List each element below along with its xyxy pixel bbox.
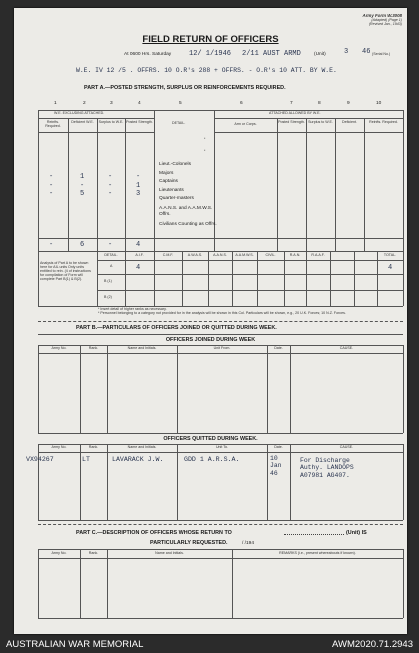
- serial-label: (Serial No.): [372, 52, 391, 56]
- rule: [214, 110, 215, 251]
- rule: [38, 524, 403, 525]
- rule: [177, 345, 178, 433]
- column-numbers: [14, 101, 407, 109]
- rank-list: [159, 161, 213, 204]
- col-head-surplus-att: Surplus to W.E.: [308, 120, 333, 124]
- page-number: 3: [344, 48, 349, 56]
- col-head-deficient: Deficient W.E.: [71, 120, 94, 124]
- table-head: CAUSE.: [339, 346, 354, 350]
- rule: [177, 444, 178, 520]
- table-head: Rank.: [88, 445, 99, 449]
- col-head-posted-att: Posted Strength.: [278, 120, 305, 124]
- rule: [182, 251, 183, 306]
- rule: [38, 345, 39, 433]
- total-surplus: -: [108, 241, 113, 249]
- cause-line: Authy. LANDOPS: [300, 464, 354, 472]
- rule: [80, 549, 81, 618]
- part-c-tail: (Unit) IS: [346, 530, 367, 536]
- total-deficient: 6: [80, 241, 85, 249]
- column-number: 1: [54, 101, 57, 106]
- rule: [364, 118, 365, 251]
- document-page: [14, 8, 407, 634]
- rule: [107, 345, 108, 433]
- rank-label: Lieut.-Colonels: [159, 162, 191, 167]
- rule: [38, 238, 403, 239]
- table-head: Army No.: [51, 551, 67, 555]
- row-label: B (2): [104, 295, 112, 299]
- table-head: Rank.: [88, 346, 99, 350]
- quit-date: [270, 455, 282, 477]
- col-head-posted: Posted Strength.: [126, 120, 153, 124]
- col-head-surplus: Surplus to W.E.: [98, 120, 124, 124]
- cell-value: 1: [136, 181, 141, 190]
- cell-value: -: [49, 190, 54, 199]
- rank-label: Majors: [159, 170, 174, 176]
- form-ref-line: (Adapted) (Page 1): [371, 17, 402, 22]
- rule: [232, 251, 233, 306]
- rule: [232, 549, 233, 618]
- total-reinfts: -: [49, 241, 54, 249]
- rule: [403, 549, 404, 618]
- analysis-head: R.A.N.: [289, 253, 301, 257]
- rank-label: Quarter-masters: [159, 196, 194, 202]
- date-part: 46: [270, 469, 278, 477]
- column-number: 8: [318, 101, 321, 106]
- rule: [377, 251, 378, 306]
- unit-label: (Unit): [314, 52, 326, 57]
- rule: [306, 118, 307, 251]
- footer-accession: AWM2020.71.2943: [332, 639, 413, 650]
- form-title: FIELD RETURN OF OFFICERS: [142, 34, 279, 45]
- form-ref-line: (Revised Jan., 1943): [368, 21, 402, 26]
- unit-name: 2/11 AUST ARMD: [242, 50, 301, 58]
- rule: [38, 132, 154, 133]
- table-head: Army No.: [51, 445, 67, 449]
- table-head: Date.: [274, 346, 283, 350]
- rule: [38, 618, 403, 619]
- analysis-head: R.A.A.F.: [311, 253, 325, 257]
- cause-line: A07981 AG407.: [300, 471, 350, 479]
- unit-blank: [284, 534, 344, 535]
- rule: [267, 444, 268, 520]
- column-number: 7: [290, 101, 293, 106]
- detail-heading: DETAIL.: [172, 121, 186, 125]
- surplus-values: [108, 173, 112, 199]
- rule: [38, 251, 403, 252]
- rule: [277, 118, 278, 251]
- rule: [80, 345, 81, 433]
- rule: [208, 251, 209, 306]
- table-head: REMARKS (i.e., present whereabouts if known).: [279, 551, 356, 555]
- table-head: Name and Initials.: [127, 445, 157, 449]
- cell-value: -: [136, 173, 141, 181]
- rule: [107, 444, 108, 520]
- rule: [38, 452, 403, 453]
- cell-value: 3: [136, 190, 141, 199]
- rule: [38, 306, 403, 307]
- rule: [38, 353, 403, 354]
- rule: [97, 274, 403, 275]
- cell-value: -: [108, 173, 113, 181]
- rule: [125, 118, 126, 251]
- cell-value: -: [49, 181, 54, 190]
- analysis-head: A.A.M.W.S.: [235, 253, 254, 257]
- table-head: Rank.: [88, 551, 99, 555]
- attached-heading: ATTACHED ALLOWED BY W.E.: [269, 111, 321, 115]
- column-number: 5: [179, 101, 182, 106]
- date-part: Jan: [270, 462, 282, 470]
- cause-line: For Discharge: [300, 457, 350, 464]
- rank-label: Civilians Counting as Offrs.: [159, 222, 217, 227]
- table-head: Name and Initials.: [127, 346, 157, 350]
- rule: [68, 118, 69, 251]
- row-label: A: [110, 264, 113, 268]
- quit-cause: [300, 457, 354, 479]
- date-part: 10: [270, 455, 278, 462]
- rule: [38, 520, 403, 521]
- establishment-line: W.E. IV 12 /5 . OFFRS. 10 O.R's 288 + OFFRS. - O.R's 10 ATT. BY W.E.: [76, 67, 337, 74]
- rule: [403, 345, 404, 433]
- part-a-heading: PART A.—POSTED STRENGTH, SURPLUS OR REINFORCEMENTS REQUIRED.: [84, 85, 286, 91]
- rule: [38, 334, 403, 335]
- column-number: 3: [110, 101, 113, 106]
- analysis-head: TOTAL.: [383, 253, 397, 257]
- we-excluding-heading: W.E. EXCLUDING ATTACHED.: [54, 111, 105, 115]
- rule: [38, 549, 39, 618]
- rule: [80, 444, 81, 520]
- cell-value: 5: [80, 190, 85, 199]
- rule: [38, 549, 403, 550]
- column-number: 4: [138, 101, 141, 106]
- rule: [335, 118, 336, 251]
- rule: [97, 118, 98, 251]
- column-number: 2: [83, 101, 86, 106]
- rule: [107, 549, 108, 618]
- cell-value: -: [49, 173, 54, 181]
- rank: LT: [82, 456, 90, 463]
- posted-values: [136, 173, 140, 199]
- return-date: 12/ 1/1946: [189, 50, 232, 58]
- col-head-deficient-att: Deficient.: [342, 120, 357, 124]
- time-label: At 0600 Hrs. Saturday: [124, 52, 172, 57]
- row-label: B (1): [104, 279, 112, 283]
- column-number: 10: [376, 101, 382, 106]
- rule: [154, 251, 155, 306]
- analysis-head: DETAIL.: [104, 253, 118, 257]
- rank-label: Captains: [159, 179, 178, 185]
- part-c-heading: PART C.—DESCRIPTION OF OFFICERS WHOSE RETURN TO: [76, 530, 232, 536]
- deficient-values: [80, 173, 84, 199]
- analysis-head: CIVIL.: [265, 253, 276, 257]
- army-number: VX94267: [26, 456, 54, 463]
- rule: [214, 118, 403, 119]
- footer-credit: AUSTRALIAN WAR MEMORIAL: [6, 639, 144, 650]
- analysis-head: A.I.F.: [135, 253, 144, 257]
- quitted-heading: OFFICERS QUITTED DURING WEEK.: [163, 436, 258, 442]
- aif-value: 4: [136, 264, 141, 272]
- asterisk: *: [204, 149, 206, 153]
- rule: [290, 444, 291, 520]
- officer-name: LAVARACK J.W.: [112, 456, 164, 463]
- analysis-head: C.M.F.: [162, 253, 174, 257]
- analysis-note: Analysis of Part A to be shown here for AIL units Only units entitled to rein. (4 of instructions for compilation of Form will complete Part B(1) & B(2).: [40, 261, 91, 281]
- joined-heading: OFFICERS JOINED DURING WEEK: [165, 337, 256, 343]
- col-head-arm: Arm or Corps.: [234, 122, 257, 126]
- rule: [403, 110, 404, 306]
- rule: [290, 345, 291, 433]
- rule: [354, 251, 355, 306]
- column-number: 9: [347, 101, 350, 106]
- rule: [38, 558, 403, 559]
- rank-label: Lieutenants: [159, 187, 184, 193]
- table-head: Unit From.: [213, 346, 231, 350]
- table-head: Date.: [274, 445, 283, 449]
- rule: [267, 345, 268, 433]
- rule: [38, 321, 403, 322]
- cell-value: 1: [80, 173, 85, 181]
- col-head-reinfts-att: Reinfts. Required.: [369, 120, 398, 124]
- footnote: * Personnel belonging to a category not provided for in the analysis will be shown in this Col. Particulars will be shown, e.g., 20 U.K. Forces; 10 N.Z. Forces.: [98, 311, 346, 315]
- rule: [97, 290, 403, 291]
- rule: [306, 251, 307, 306]
- asterisk: *: [204, 137, 206, 141]
- rule: [154, 110, 155, 251]
- rule: [257, 251, 258, 306]
- rule: [97, 251, 98, 306]
- analysis-head: A.W.A.S.: [187, 253, 203, 257]
- part-b-heading: PART B.—PARTICULARS OF OFFICERS JOINED OR QUITTED DURING WEEK.: [76, 325, 277, 331]
- rule: [125, 251, 126, 306]
- table-head: Army No.: [51, 346, 67, 350]
- serial-number: 46: [362, 48, 371, 56]
- unit-to: GDD 1 A.R.S.A.: [184, 456, 240, 463]
- rule: [214, 132, 403, 133]
- table-head: Name and Initials.: [155, 551, 184, 555]
- rank-label: A.A.N.S. and A.A.M.W.S. Offrs.: [159, 206, 213, 217]
- column-number: 6: [240, 101, 243, 106]
- form-ref-line: Army Form W.3008: [362, 13, 402, 18]
- cell-value: -: [108, 181, 113, 190]
- analysis-head: A.A.N.S.: [213, 253, 227, 257]
- cell-value: -: [80, 181, 85, 190]
- table-head: CAUSE.: [339, 445, 354, 449]
- reinfts-values: [49, 173, 53, 199]
- total-value: 4: [388, 264, 393, 272]
- rule: [38, 110, 39, 306]
- col-head-reinfts: Reinfts. Required.: [45, 120, 61, 128]
- rule: [284, 251, 285, 306]
- rule: [403, 444, 404, 520]
- rule: [38, 118, 154, 119]
- rule: [330, 251, 331, 306]
- footnote: * Insert detail of higher ranks as necessary.: [98, 307, 167, 311]
- rule: [38, 433, 403, 434]
- cell-value: -: [108, 190, 113, 199]
- part-c-date: / /194: [242, 541, 255, 546]
- part-c-subheading: PARTICULARLY REQUESTED.: [150, 540, 228, 546]
- total-posted: 4: [136, 241, 141, 249]
- table-head: Unit To.: [215, 445, 229, 449]
- form-reference: [334, 14, 402, 27]
- rule: [97, 260, 403, 261]
